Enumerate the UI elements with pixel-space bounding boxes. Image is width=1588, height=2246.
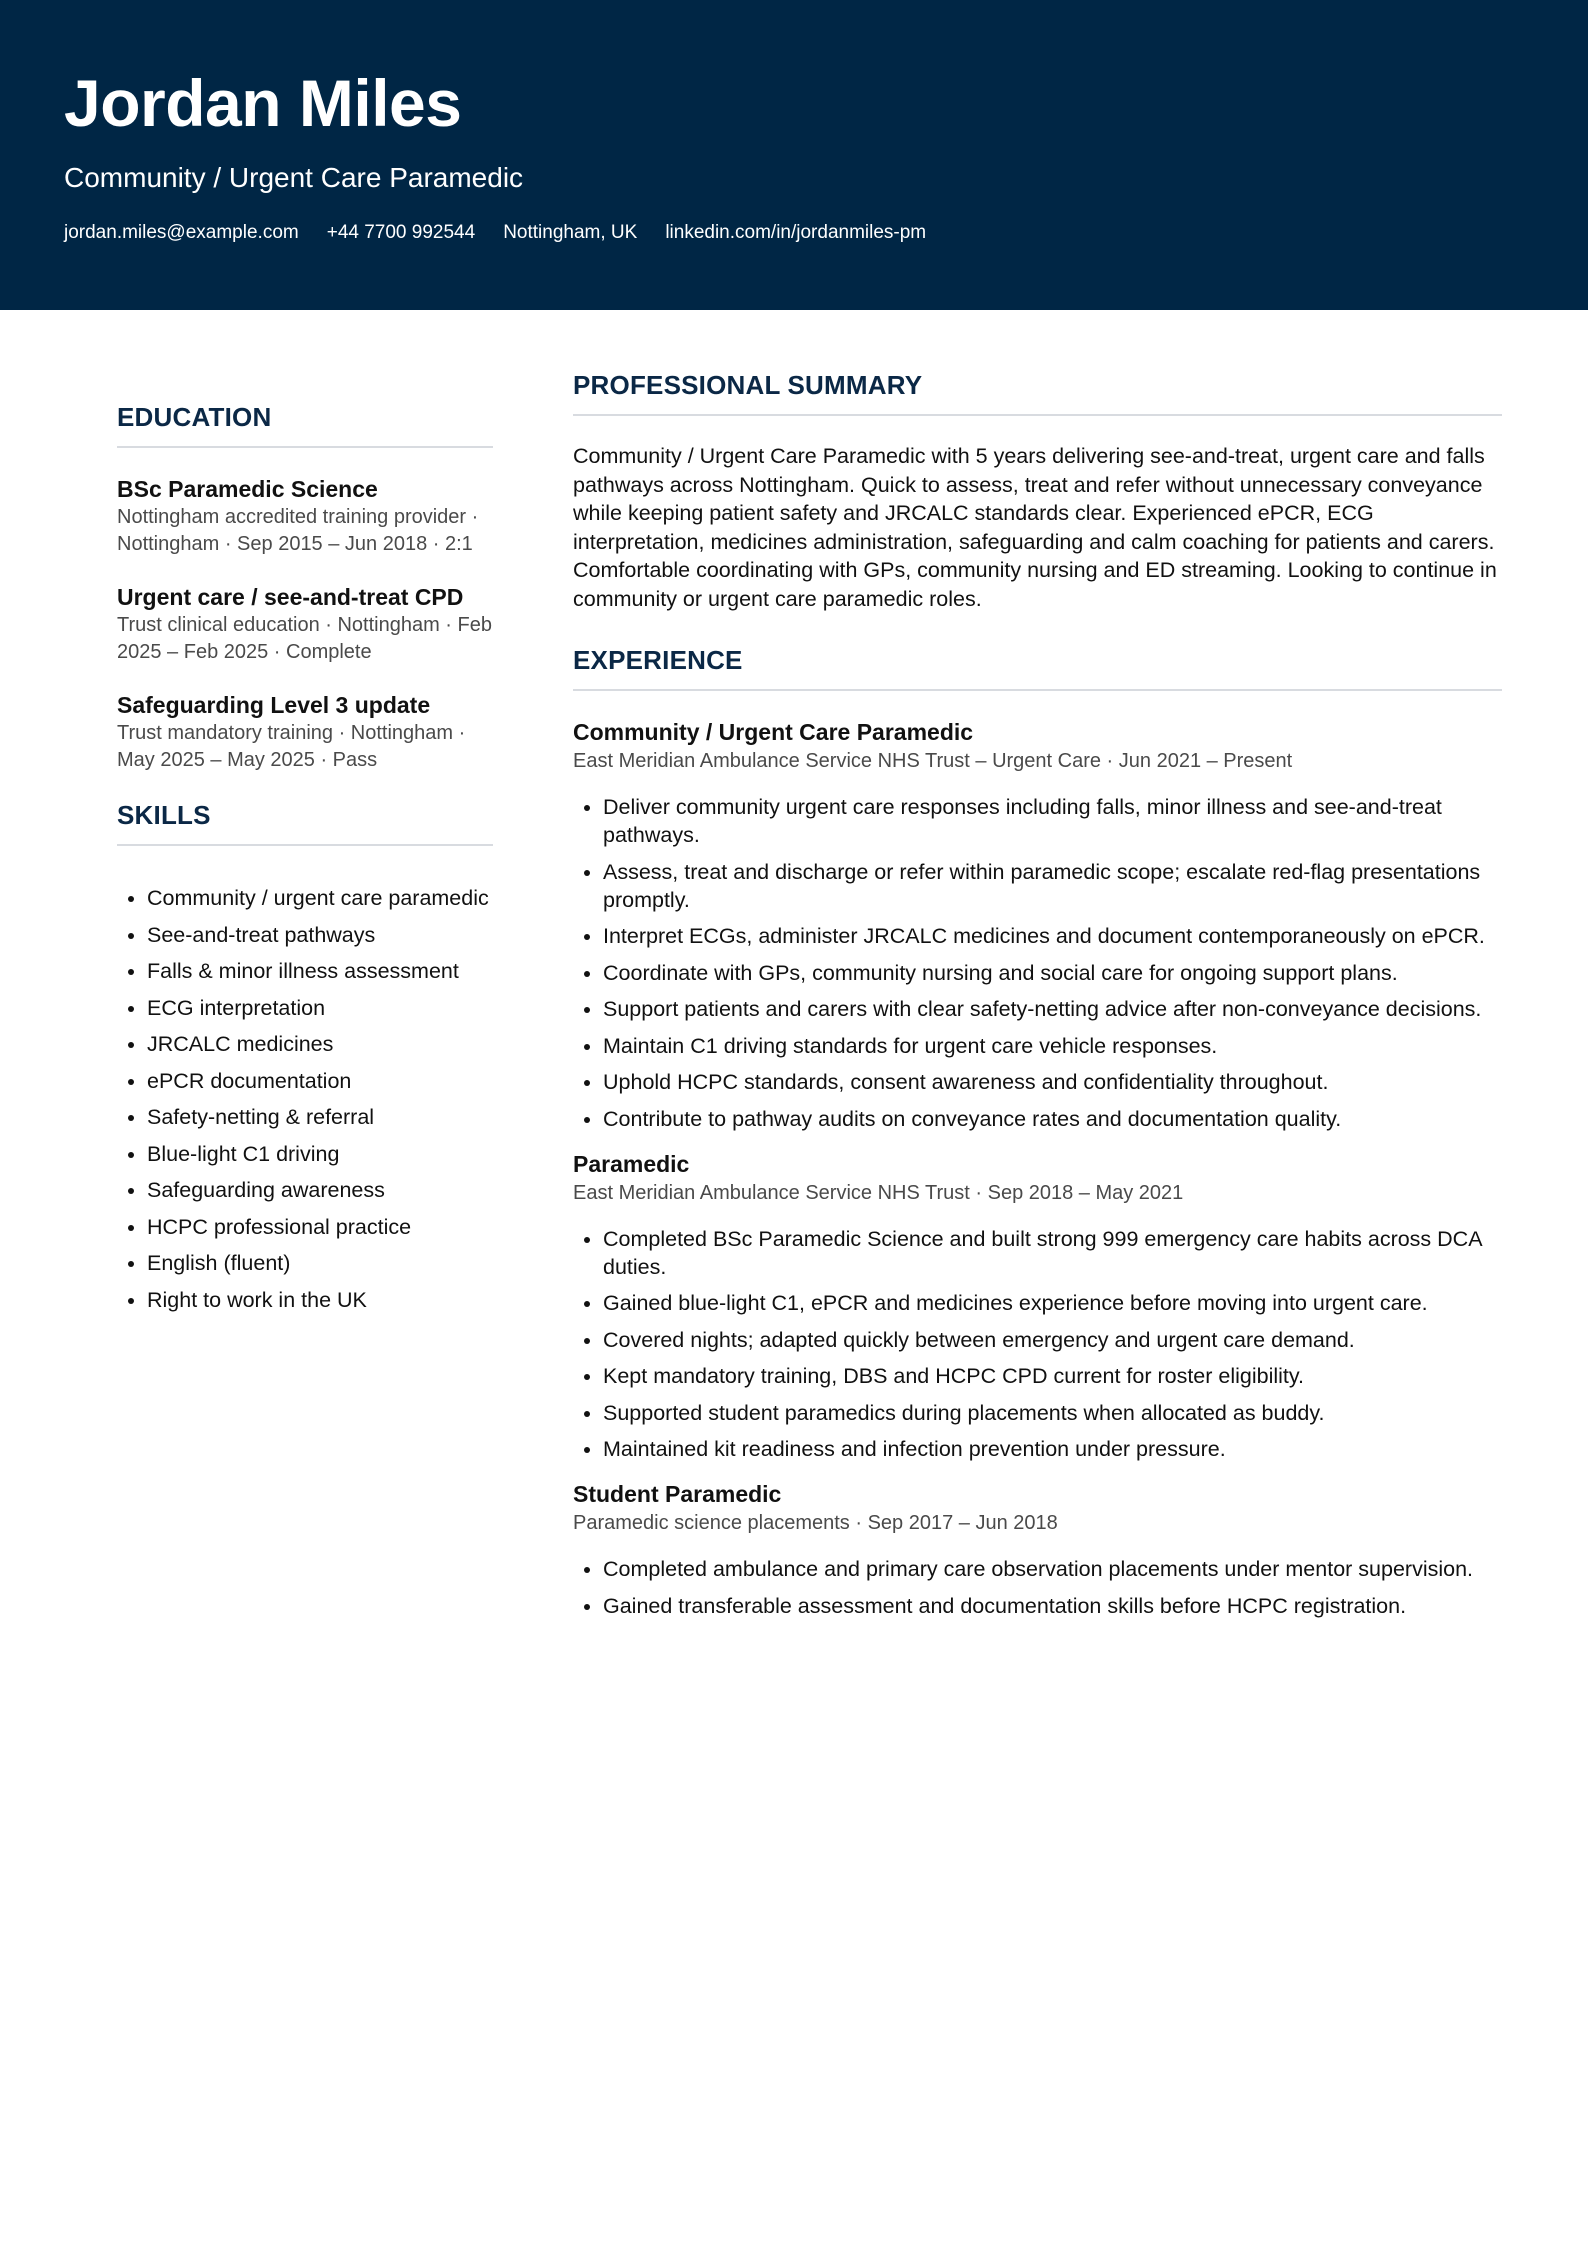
education-section xyxy=(117,400,493,774)
job-bullet: • Supported student paramedics during placements when allocated as buddy. xyxy=(603,1399,1502,1427)
job-entry xyxy=(573,1149,1502,1464)
job-bullet: • Maintained kit readiness and infection prevention under pressure. xyxy=(603,1435,1502,1463)
job-entry xyxy=(573,717,1502,1133)
job-bullets xyxy=(573,1225,1502,1464)
skill-item: • See-and-treat pathways xyxy=(147,921,493,949)
right-column xyxy=(573,310,1502,1636)
education-item xyxy=(117,690,493,774)
job-bullet: • Completed ambulance and primary care observation placements under mentor supervision. xyxy=(603,1555,1502,1583)
skill-item: • ePCR documentation xyxy=(147,1067,493,1095)
job-meta: Paramedic science placements · Sep 2017 – Jun 2018 xyxy=(573,1512,1058,1534)
job-bullet: • Assess, treat and discharge or refer within paramedic scope; escalate red-flag presentations promptly. xyxy=(603,858,1502,914)
job-bullet: • Covered nights; adapted quickly between emergency and urgent care demand. xyxy=(603,1326,1502,1354)
job-bullet: • Uphold HCPC standards, consent awareness and confidentiality throughout. xyxy=(603,1068,1502,1096)
left-column xyxy=(117,310,493,1636)
job-bullet: • Support patients and carers with clear safety-netting advice after non-conveyance decisions. xyxy=(603,995,1502,1023)
contact-row xyxy=(64,220,1524,246)
education-heading: EDUCATION xyxy=(117,400,493,448)
skills-list xyxy=(117,872,493,1314)
education-item xyxy=(117,474,493,558)
job-bullet: • Maintain C1 driving standards for urgent care vehicle responses. xyxy=(603,1032,1502,1060)
job-bullet: • Deliver community urgent care responses including falls, minor illness and see-and-treat pathways. xyxy=(603,793,1502,849)
contact-phone: +44 7700 992544 xyxy=(326,222,476,243)
education-item xyxy=(117,582,493,666)
skill-item: • JRCALC medicines xyxy=(147,1030,493,1058)
education-item-title: Safeguarding Level 3 update xyxy=(117,692,431,718)
job-entry xyxy=(573,1479,1502,1620)
job-title: Student Paramedic xyxy=(573,1481,782,1507)
skill-item: • Community / urgent care paramedic xyxy=(147,884,493,912)
job-meta: East Meridian Ambulance Service NHS Trust · Sep 2018 – May 2021 xyxy=(573,1181,1184,1204)
summary-text: Community / Urgent Care Paramedic with 5 years delivering see-and-treat, urgent care and falls pathways across Nottingham. Quick to assess, treat and refer without unnecessary conveyance while keeping patient safety and JRCALC standards clear. Experienced ePCR, ECG interpretation, medicines administration, safeguarding and calm coaching for patients and carers. Comfortable coordinating with GPs, community nursing and ED streaming. Looking to continue in community or urgent care paramedic roles. xyxy=(573,444,1497,611)
experience-section xyxy=(573,643,1502,1620)
job-bullet: • Gained transferable assessment and documentation skills before HCPC registration. xyxy=(603,1592,1502,1620)
skills-section xyxy=(117,798,493,1314)
job-bullets xyxy=(573,1555,1502,1620)
education-item-meta: Trust clinical education · Nottingham · Feb 2025 – Feb 2025 · Complete xyxy=(117,614,492,663)
skills-heading: SKILLS xyxy=(117,798,493,846)
education-item-meta: Trust mandatory training · Nottingham · May 2025 – May 2025 · Pass xyxy=(117,722,466,771)
skill-item: • ECG interpretation xyxy=(147,994,493,1022)
contact-email: jordan.miles@example.com xyxy=(64,222,299,243)
resume-body xyxy=(0,310,1588,1636)
skill-item: • English (fluent) xyxy=(147,1249,493,1277)
job-bullet: • Completed BSc Paramedic Science and built strong 999 emergency care habits across DCA duties. xyxy=(603,1225,1502,1281)
job-bullet: • Coordinate with GPs, community nursing and social care for ongoing support plans. xyxy=(603,959,1502,987)
candidate-role: Community / Urgent Care Paramedic xyxy=(64,162,524,193)
job-title: Community / Urgent Care Paramedic xyxy=(573,719,974,745)
summary-section xyxy=(573,368,1502,613)
skill-item: • Safety-netting & referral xyxy=(147,1103,493,1131)
job-meta: East Meridian Ambulance Service NHS Trust – Urgent Care · Jun 2021 – Present xyxy=(573,750,1293,772)
job-bullet: • Contribute to pathway audits on conveyance rates and documentation quality. xyxy=(603,1105,1502,1133)
contact-linkedin: linkedin.com/in/jordanmiles-pm xyxy=(665,222,927,243)
skill-item: • Blue-light C1 driving xyxy=(147,1140,493,1168)
education-item-title: Urgent care / see-and-treat CPD xyxy=(117,584,464,610)
skill-item: • HCPC professional practice xyxy=(147,1213,493,1241)
candidate-name: Jordan Miles xyxy=(64,66,462,140)
contact-location: Nottingham, UK xyxy=(503,222,638,243)
skill-item: • Safeguarding awareness xyxy=(147,1176,493,1204)
job-bullet: • Interpret ECGs, administer JRCALC medicines and document contemporaneously on ePCR. xyxy=(603,922,1502,950)
resume-header xyxy=(0,0,1588,310)
skill-item: • Falls & minor illness assessment xyxy=(147,957,493,985)
job-bullet: • Gained blue-light C1, ePCR and medicines experience before moving into urgent care. xyxy=(603,1289,1502,1317)
experience-heading: EXPERIENCE xyxy=(573,643,1502,691)
job-title: Paramedic xyxy=(573,1150,690,1177)
education-item-meta: Nottingham accredited training provider · Nottingham · Sep 2015 – Jun 2018 · 2:1 xyxy=(117,506,479,555)
education-item-title: BSc Paramedic Science xyxy=(117,476,378,502)
summary-heading: PROFESSIONAL SUMMARY xyxy=(573,368,1502,416)
job-bullets xyxy=(573,793,1502,1133)
job-bullet: • Kept mandatory training, DBS and HCPC CPD current for roster eligibility. xyxy=(603,1362,1502,1390)
skill-item: • Right to work in the UK xyxy=(147,1286,493,1314)
